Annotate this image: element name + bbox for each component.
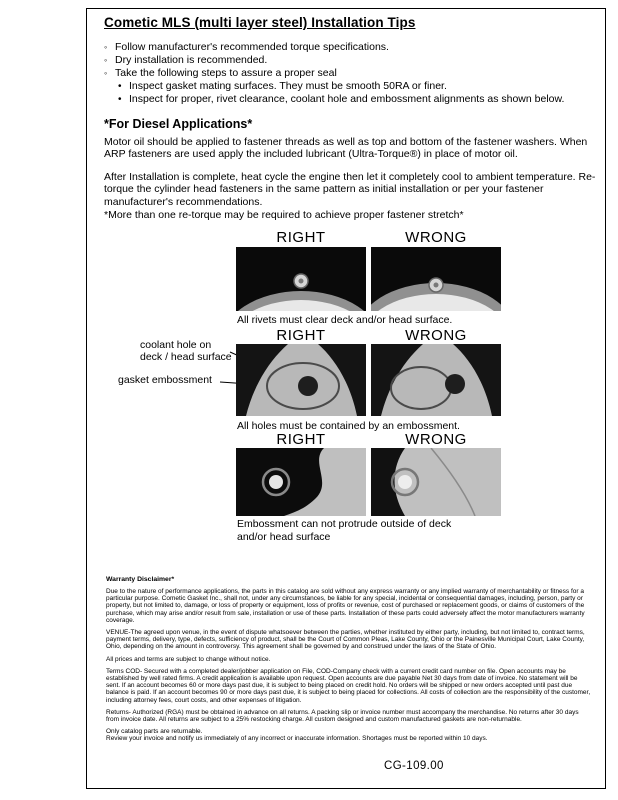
legal-paragraph: Only catalog parts are returnable.	[106, 728, 203, 736]
wrong-label: WRONG	[405, 327, 467, 344]
list-item	[118, 93, 604, 106]
legal-paragraph: All prices and terms are subject to change without notice.	[106, 655, 271, 663]
diesel-paragraph-2: After Installation is complete, heat cycle the engine then let it completely cool to ambient temperature. Re-torque the cylinder head fasteners in the same pattern as initial installation or per your fastener manufacturer's recommendations.	[104, 171, 596, 208]
legal-paragraph: VENUE-The agreed upon venue, in the event of dispute whatsoever between the parties, whether instituted by either party, including, but not limited to, contract terms, payment terms, delivery, type, defects, sufficiency of product, shall be the Court of Common Pleas, Lake County, Ohio or the Painesville Municipal Court, Lake County, Ohio, depending on the amount in controversy. This agreement shall be governed by and construed under the laws of the State of Ohio.	[106, 629, 585, 651]
embossment-wrong-diagram	[371, 344, 501, 416]
diagram-caption: All holes must be contained by an embossment.	[237, 420, 460, 432]
protrusion-wrong-diagram	[371, 448, 501, 516]
footer-code: CG-109.00	[384, 760, 444, 772]
coolant-hole-label: coolant hole on deck / head surface	[140, 339, 232, 363]
protrusion-right-diagram	[236, 448, 366, 516]
bullet-icon: •	[118, 94, 122, 105]
diagram-caption: Embossment can not protrude outside of deck and/or head surface	[237, 518, 452, 543]
diesel-heading: *For Diesel Applications*	[104, 117, 253, 131]
diagram-caption: All rivets must clear deck and/or head surface.	[237, 314, 453, 326]
tip-text: Inspect gasket mating surfaces. They must be smooth 50RA or finer.	[129, 80, 447, 92]
tip-text: Take the following steps to assure a proper seal	[115, 67, 337, 79]
list-item	[118, 80, 604, 93]
tip-text: Dry installation is recommended.	[115, 54, 268, 66]
legal-paragraph: Terms COD- Secured with a completed dealer/jobber application on File, COD-Company check with a current credit card number on file. Open accounts may be established by well rated firms. A credit application is available upon request. Open accounts are due payable Net 30 days from date of invoice. No statement will be sent. If an account becomes 60 or more days past due, it is subject to being placed on credit hold. No orders will be shipped or new orders accepted until past due balance is paid. If an account becomes 90 or more days past due, it is subject to being placed for collections. All costs of collection are the responsibility of the customer, including attorney fees, court costs, and other expenses of litigation.	[106, 667, 591, 704]
right-label: RIGHT	[276, 431, 326, 448]
retorque-note: *More than one re-torque may be required to achieve proper fastener stretch*	[104, 209, 464, 221]
legal-paragraph: Review your invoice and notify us immediately of any incorrect or inaccurate information. Shortages must be reported within 10 days.	[106, 735, 488, 743]
warranty-heading: Warranty Disclaimer*	[106, 576, 175, 583]
wrong-label: WRONG	[405, 431, 467, 448]
rivet-right-diagram	[236, 247, 366, 311]
right-label: RIGHT	[276, 327, 326, 344]
wrong-label: WRONG	[405, 229, 467, 246]
open-bullet-icon: ◦	[104, 42, 108, 52]
tip-text: Follow manufacturer's recommended torque specifications.	[115, 41, 389, 53]
right-label: RIGHT	[276, 229, 326, 246]
legal-paragraph: Due to the nature of performance applications, the parts in this catalog are sold without any express warranty or any implied warranty of merchantability or fitness for a particular purpose. Cometic Gasket Inc., shall not, under any circumstances, be liable for any special, incidental or consequential damages, including, person, party or property, but not limited to, damage, or loss of property or equipment, loss of profits or revenue, cost of purchased or replacement goods, or claims of customers of the purchase, which may arise and/or result from sale, installation or use of these parts. Installation of these parts could adversely affect the motor manufacturers warranty coverage.	[106, 588, 585, 624]
page-title: Cometic MLS (multi layer steel) Installation Tips	[104, 15, 416, 30]
embossment-right-diagram	[236, 344, 366, 416]
tip-text: Inspect for proper, rivet clearance, coolant hole and embossment alignments as shown below.	[129, 93, 565, 105]
list-item	[104, 67, 604, 80]
rivet-wrong-diagram	[371, 247, 501, 311]
tips-list	[104, 41, 604, 106]
legal-section	[106, 576, 592, 748]
diesel-paragraph-1: Motor oil should be applied to fastener threads as well as top and bottom of the fastener washers. When ARP fasteners are used apply the included lubricant (Ultra-Torque®) in place of motor oil.	[104, 136, 588, 161]
bullet-icon: •	[118, 81, 122, 92]
open-bullet-icon: ◦	[104, 68, 108, 78]
list-item	[104, 41, 604, 54]
list-item	[104, 54, 604, 67]
open-bullet-icon: ◦	[104, 55, 108, 65]
gasket-embossment-label: gasket embossment	[118, 374, 212, 386]
legal-paragraph: Returns- Authorized (RGA) must be obtained in advance on all returns. A packing slip or invoice number must accompany the merchandise. No returns after 30 days from invoice date. All returns are subject to a 25% restocking charge. All custom designed and custom manufactured gaskets are non-returnable.	[106, 708, 579, 724]
